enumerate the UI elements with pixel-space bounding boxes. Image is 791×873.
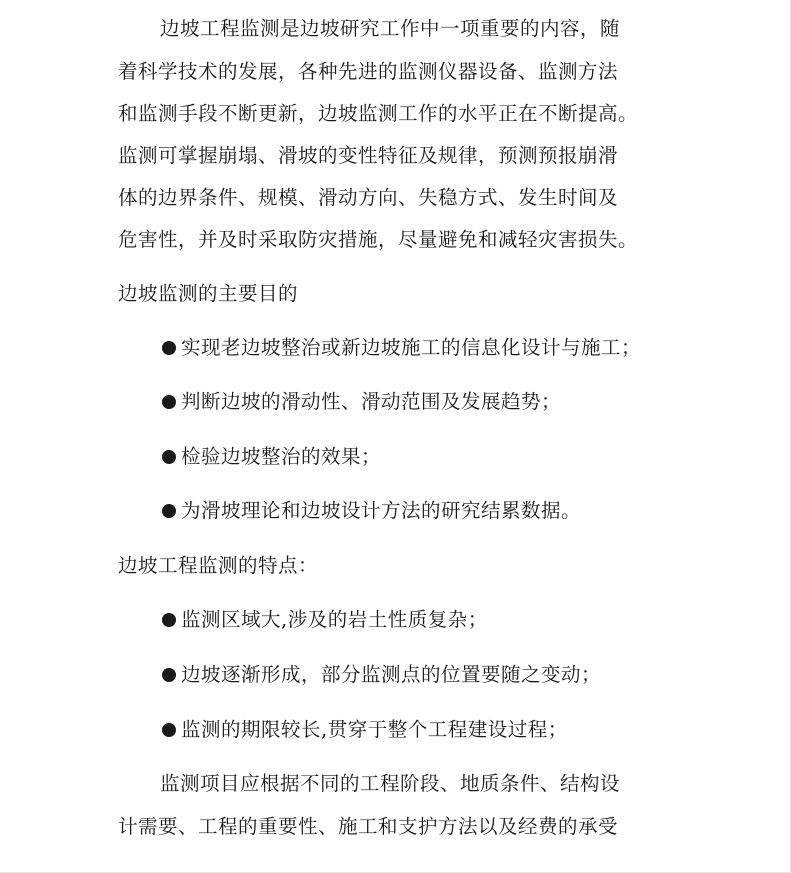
- bullet-icon: [162, 613, 176, 627]
- purpose-item-1-text: 实现老边坡整治或新边坡施工的信息化设计与施工；: [181, 336, 642, 359]
- features-item-2-text: 边坡逐渐形成，部分监测点的位置要随之变动；: [181, 663, 602, 686]
- intro-line-6: 危害性，并及时采取防灾措施，尽量避免和减轻灾害损失。: [118, 228, 639, 251]
- purpose-heading: 边坡监测的主要目的: [118, 282, 299, 305]
- purpose-item-3: [162, 445, 381, 469]
- closing-line-2: 计需要、工程的重要性、施工和支护方法以及经费的承受: [118, 815, 619, 838]
- bullet-icon: [162, 395, 176, 409]
- purpose-item-4: [162, 499, 581, 523]
- bullet-icon: [162, 668, 176, 682]
- bullet-icon: [162, 723, 176, 737]
- intro-line-5: 体的边界条件、规模、滑动方向、失稳方式、发生时间及: [118, 186, 619, 209]
- features-item-3-text: 监测的期限较长,贯穿于整个工程建设过程；: [181, 718, 568, 741]
- features-item-1-text: 监测区域大,涉及的岩土性质复杂；: [181, 608, 488, 631]
- features-heading: 边坡工程监测的特点：: [118, 554, 319, 577]
- purpose-item-4-text: 为滑坡理论和边坡设计方法的研究结累数据。: [181, 499, 582, 522]
- intro-line-2: 着科学技术的发展，各种先进的监测仪器设备、监测方法: [118, 60, 619, 83]
- purpose-item-1: [162, 336, 641, 360]
- features-item-1: [162, 608, 488, 632]
- bullet-icon: [162, 450, 176, 464]
- intro-line-4: 监测可掌握崩塌、滑坡的变性特征及规律，预测预报崩滑: [118, 144, 619, 167]
- purpose-item-2: [162, 390, 561, 414]
- features-item-3: [162, 718, 568, 742]
- purpose-item-3-text: 检验边坡整治的效果；: [181, 445, 382, 468]
- bullet-icon: [162, 341, 176, 355]
- features-item-2: [162, 663, 601, 687]
- purpose-item-2-text: 判断边坡的滑动性、滑动范围及发展趋势；: [181, 390, 562, 413]
- bullet-icon: [162, 504, 176, 518]
- closing-line-1: 监测项目应根据不同的工程阶段、地质条件、结构设: [160, 772, 621, 795]
- intro-line-1: 边坡工程监测是边坡研究工作中一项重要的内容，随: [160, 17, 621, 40]
- intro-line-3: 和监测手段不断更新，边坡监测工作的水平正在不断提高。: [118, 102, 639, 125]
